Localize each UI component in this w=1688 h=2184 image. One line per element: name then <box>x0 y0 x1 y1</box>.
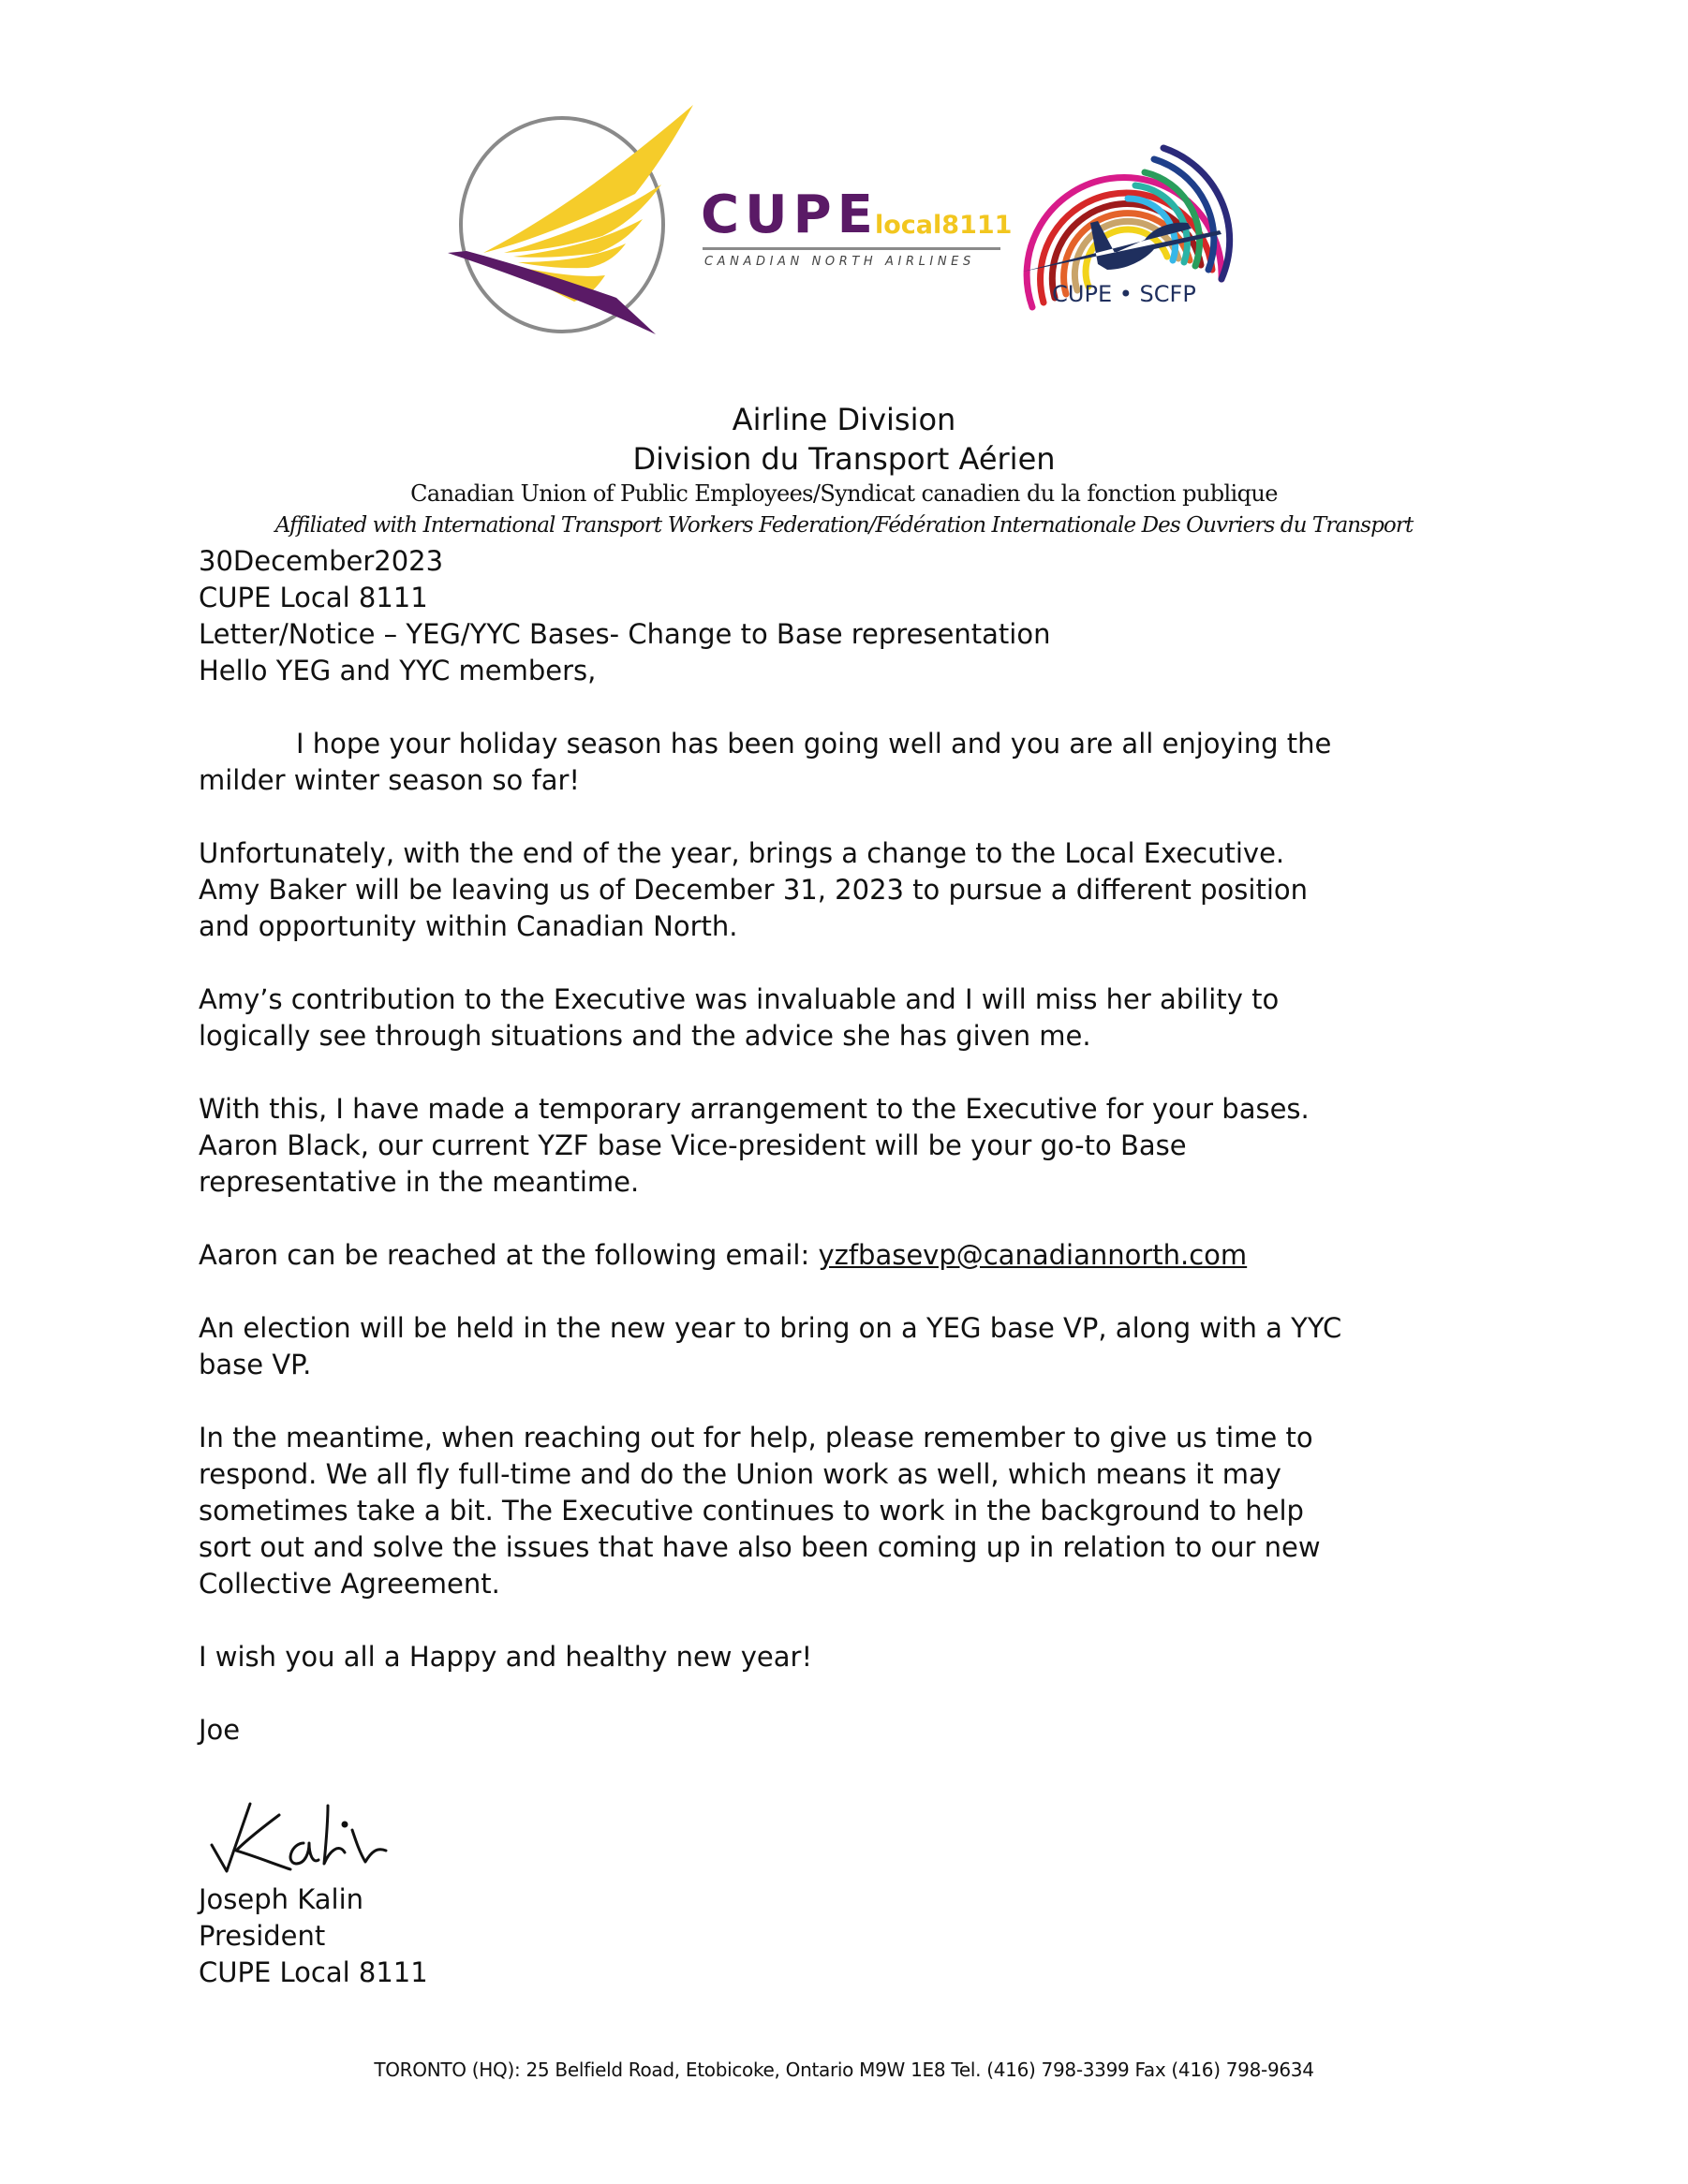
canadian-north-wing-logo <box>448 105 701 339</box>
logo-cupe-text: CUPE <box>701 184 879 245</box>
logo-local-text: local8111 <box>875 211 1013 240</box>
paragraph-arrangement <box>199 1091 1529 1201</box>
cupe-scfp-label: CUPE • SCFP <box>1052 281 1196 307</box>
paragraph-contact <box>199 1237 1529 1274</box>
paragraph-executive-change <box>199 835 1529 945</box>
paragraph-meantime <box>199 1420 1529 1602</box>
paragraph-line: With this, I have made a temporary arrangement to the Executive for your bases. <box>199 1093 1310 1125</box>
signer-title: President <box>199 1920 326 1952</box>
letterhead-union-name: Canadian Union of Public Employees/Syndicat canadien du la fonction publique <box>410 480 1278 507</box>
letterhead-airline-division: Airline Division <box>732 402 956 437</box>
paragraph-line: Amy Baker will be leaving us of December 31, 2023 to pursue a different position <box>199 874 1309 906</box>
letterhead-division-francais: Division du Transport Aérien <box>632 441 1056 477</box>
paragraph-line: Collective Agreement. <box>199 1568 500 1600</box>
contact-prefix: Aaron can be reached at the following email: <box>199 1239 819 1271</box>
paragraph-line: sort out and solve the issues that have also been coming up in relation to our new <box>199 1531 1321 1563</box>
paragraph-line: representative in the meantime. <box>199 1166 640 1198</box>
paragraph-line: I hope your holiday season has been going well and you are all enjoying the <box>296 728 1332 760</box>
cupe-local-logo <box>701 184 1013 277</box>
paragraph-line: Unfortunately, with the end of the year, brings a change to the Local Executive. <box>199 837 1285 869</box>
letter-greeting: Hello YEG and YYC members, <box>199 655 597 686</box>
sign-off: Joe <box>199 1714 241 1746</box>
paragraph-line: Aaron Black, our current YZF base Vice-president will be your go-to Base <box>199 1129 1187 1161</box>
logo-divider <box>703 247 1000 250</box>
logo-subtitle: CANADIAN NORTH AIRLINES <box>704 255 975 269</box>
letter-date: 30December2023 <box>199 545 444 577</box>
signer-organization: CUPE Local 8111 <box>199 1956 428 1988</box>
paragraph-line: milder winter season so far! <box>199 764 581 796</box>
paragraph-contribution <box>199 981 1529 1055</box>
letterhead-affiliation: Affiliated with International Transport Workers Federation/Fédération Internationale Des Ouvriers du Transport <box>274 513 1414 538</box>
paragraph-line: In the meantime, when reaching out for help, please remember to give us time to <box>199 1422 1313 1454</box>
paragraph-line: sometimes take a bit. The Executive continues to work in the background to help <box>199 1495 1304 1527</box>
paragraph-line: logically see through situations and the advice she has given me. <box>199 1020 1091 1052</box>
paragraph-line: and opportunity within Canadian North. <box>199 910 738 942</box>
signer-name: Joseph Kalin <box>199 1883 364 1915</box>
paragraph-line: respond. We all fly full-time and do the Union work as well, which means it may <box>199 1458 1281 1490</box>
letter-subject: Letter/Notice – YEG/YYC Bases- Change to Base representation <box>199 618 1051 650</box>
letter-from: CUPE Local 8111 <box>199 582 428 613</box>
letter-body <box>199 543 1529 1749</box>
handwritten-signature <box>199 1778 395 1881</box>
footer-address: TORONTO (HQ): 25 Belfield Road, Etobicoke, Ontario M9W 1E8 Tel. (416) 798-3399 Fax (416) 798-9634 <box>374 2059 1314 2081</box>
paragraph-wishes: I wish you all a Happy and healthy new year! <box>199 1641 813 1673</box>
paragraph-election <box>199 1310 1529 1383</box>
paragraph-holiday <box>199 726 1529 799</box>
paragraph-line: base VP. <box>199 1349 312 1380</box>
signature-block <box>199 1881 1529 1991</box>
paragraph-line: An election will be held in the new year to bring on a YEG base VP, along with a YYC <box>199 1312 1342 1344</box>
email-link[interactable]: yzfbasevp@canadiannorth.com <box>818 1239 1248 1271</box>
paragraph-line: Amy’s contribution to the Executive was invaluable and I will miss her ability to <box>199 983 1280 1015</box>
